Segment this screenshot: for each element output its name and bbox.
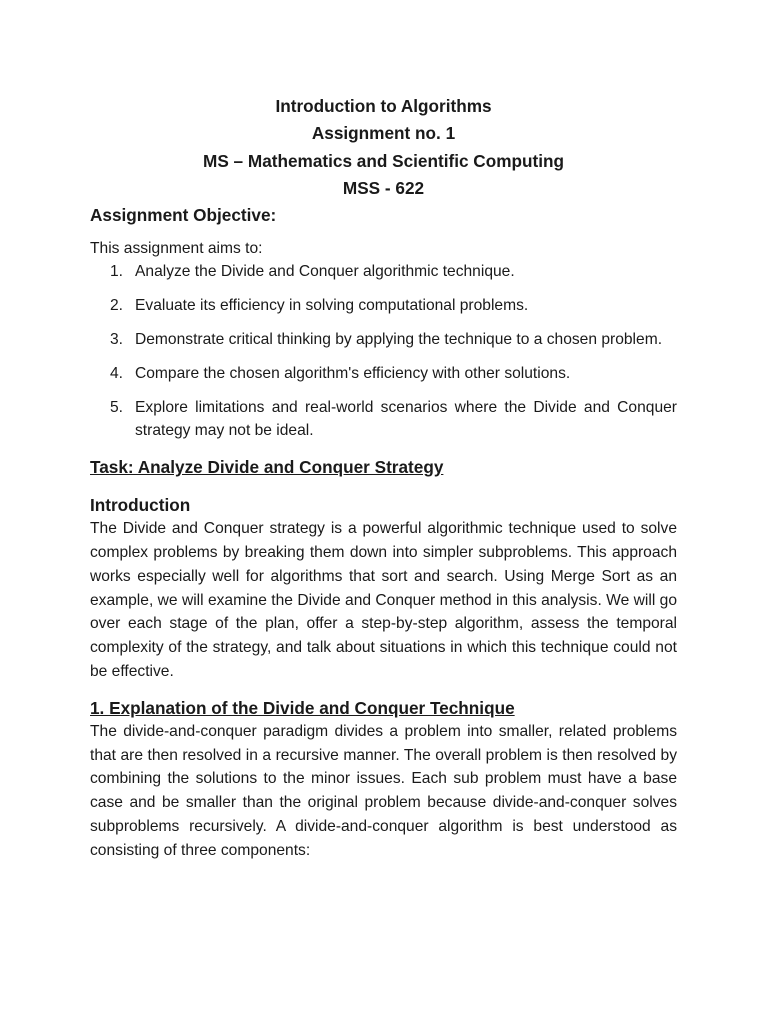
aims-intro: This assignment aims to:: [90, 239, 263, 257]
list-item-text: Demonstrate critical thinking by applying the technique to a chosen problem.: [135, 331, 663, 349]
objectives-list: [90, 260, 677, 443]
list-item-text: Evaluate its efficiency in solving computational problems.: [135, 297, 529, 315]
list-item-text: Explore limitations and real-world scenarios where the Divide and Conquer strategy may not be ideal.: [135, 398, 677, 440]
list-item: [90, 328, 677, 352]
list-item-number: 5.: [110, 398, 124, 416]
document-title-block: [90, 93, 677, 203]
list-item-text: Compare the chosen algorithm's efficiency with other solutions.: [135, 364, 571, 382]
list-item-number: 1.: [110, 263, 124, 281]
task-heading: Task: Analyze Divide and Conquer Strategy: [90, 457, 444, 478]
introduction-paragraph: The Divide and Conquer strategy is a powerful algorithmic technique used to solve complex problems by breaking them down into simpler subproblems. This approach works especially well for algorithms that sort and search. Using Merge Sort as an example, we will examine the Divide and Conquer method in this analysis. We will go over each stage of the plan, offer a step-by-step algorithm, assess the temporal complexity of the strategy, and talk about situations in which this technique could not be effective.: [90, 520, 677, 680]
course-title: Introduction to Algorithms: [275, 96, 492, 116]
list-item: [90, 260, 677, 284]
list-item: [90, 362, 677, 386]
list-item: [90, 294, 677, 318]
list-item-text: Analyze the Divide and Conquer algorithmic technique.: [135, 263, 515, 281]
assignment-number: Assignment no. 1: [311, 123, 456, 144]
list-item-number: 2.: [110, 297, 124, 315]
course-code: MSS - 622: [342, 178, 425, 199]
program-name: MS – Mathematics and Scientific Computing: [203, 150, 564, 171]
list-item-number: 3.: [110, 331, 124, 349]
list-item: [90, 396, 677, 444]
document-content: [90, 93, 677, 863]
introduction-heading: Introduction: [90, 495, 191, 516]
explanation-paragraph: The divide-and-conquer paradigm divides a problem into smaller, related problems that are then resolved in a recursive manner. The overall problem is then resolved by combining the solutions to the minor issues. Each sub problem must have a base case and be smaller than the original problem because divide-and-conquer solves subproblems recursively. A divide-and-conquer algorithm is best understood as consisting of three components:: [90, 722, 677, 859]
objective-heading: Assignment Objective:: [90, 204, 277, 225]
explanation-heading: 1. Explanation of the Divide and Conquer Technique: [90, 697, 515, 718]
list-item-number: 4.: [110, 364, 124, 382]
